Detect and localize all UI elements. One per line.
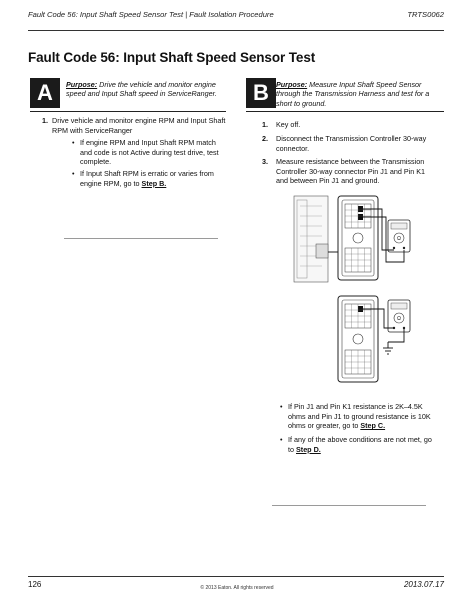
copyright: © 2013 Eaton. All rights reserved: [200, 585, 274, 591]
step-b-purpose: [276, 80, 442, 108]
step-b-end-divider: [272, 505, 426, 506]
step-a-rule: [30, 111, 226, 112]
step-d-link[interactable]: Step D.: [296, 444, 321, 454]
step-b-bullet-1: [280, 402, 438, 431]
connector-diagram: [292, 192, 414, 392]
running-header-title: Fault Code 56: Input Shaft Speed Sensor Test | Fault Isolation Procedure: [28, 10, 274, 19]
publish-date: 2013.07.17: [403, 580, 444, 589]
meter-ohm-symbol: Ω: [397, 236, 401, 242]
step-a-purpose-text: Drive the vehicle and monitor engine speed and Input Shaft speed in ServiceRanger.: [66, 80, 217, 99]
step-b-item-3-text: Measure resistance between the Transmission Controller 30-way connector Pin J1 and Pin K1 and between Pin J1 and ground.: [276, 157, 426, 186]
step-a-purpose-label: Purpose:: [66, 80, 98, 89]
meter-ohm-symbol-lower: Ω: [397, 316, 401, 322]
step-b-item-3-number: 3.: [262, 157, 268, 166]
bullet-icon: •: [280, 402, 283, 411]
step-a-item-1-text: Drive vehicle and monitor engine RPM and Input Shaft RPM with ServiceRanger: [52, 116, 226, 135]
step-a-item-1-number: 1.: [42, 116, 48, 125]
step-a-bullet-2: [72, 169, 230, 188]
step-a-badge: A: [30, 78, 60, 108]
step-a-bullet-1-text: If engine RPM and Input Shaft RPM match and code is not Active during test drive, test complete.: [80, 138, 219, 167]
multimeter-upper: [388, 220, 410, 252]
footer-rule: [28, 576, 444, 577]
step-b-link[interactable]: Step B.: [141, 178, 167, 188]
step-b-item-1: [262, 120, 436, 130]
ground-icon: [383, 342, 393, 354]
bullet-icon: •: [72, 138, 75, 147]
multimeter-lower: [388, 300, 410, 332]
bullet-icon: •: [280, 435, 283, 444]
step-b-bullet-2-text: If any of the above conditions are not met, go to: [288, 435, 432, 454]
step-b-item-3: [262, 157, 436, 186]
step-c-link[interactable]: Step C.: [360, 421, 386, 431]
step-b-badge: B: [246, 78, 276, 108]
step-a-end-divider: [64, 238, 218, 239]
step-a-bullet-1: [72, 138, 228, 167]
step-b-item-2-number: 2.: [262, 134, 268, 143]
step-b-item-2: [262, 134, 436, 153]
step-b-purpose-label: Purpose:: [276, 80, 308, 89]
step-b-bullet-1-text: If Pin J1 and Pin K1 resistance is 2K–4.5K ohms and Pin J1 to ground resistance is 10K ohms or greater, go to: [288, 402, 431, 431]
step-b-purpose-text: Measure Input Shaft Speed Sensor through the Transmission Harness and test for a short to ground.: [276, 80, 430, 108]
step-b-item-1-number: 1.: [262, 120, 268, 129]
step-a-bullet-2-text: If Input Shaft RPM is erratic or varies from engine RPM, go to: [80, 169, 214, 188]
document-code: TRTS0062: [407, 10, 444, 19]
transmission-ecu-housing: [294, 196, 328, 282]
step-b-rule: [246, 111, 444, 112]
step-a-item-1: [42, 116, 232, 135]
bullet-icon: •: [72, 169, 75, 178]
step-b-bullet-2: [280, 435, 438, 454]
page-title: Fault Code 56: Input Shaft Speed Sensor Test: [28, 50, 316, 65]
step-b-item-2-text: Disconnect the Transmission Controller 30-way connector.: [276, 134, 427, 153]
page-number: 126: [28, 580, 42, 589]
header-rule: [28, 30, 444, 31]
step-a-purpose: [66, 80, 224, 99]
step-b-item-1-text: Key off.: [276, 120, 301, 129]
